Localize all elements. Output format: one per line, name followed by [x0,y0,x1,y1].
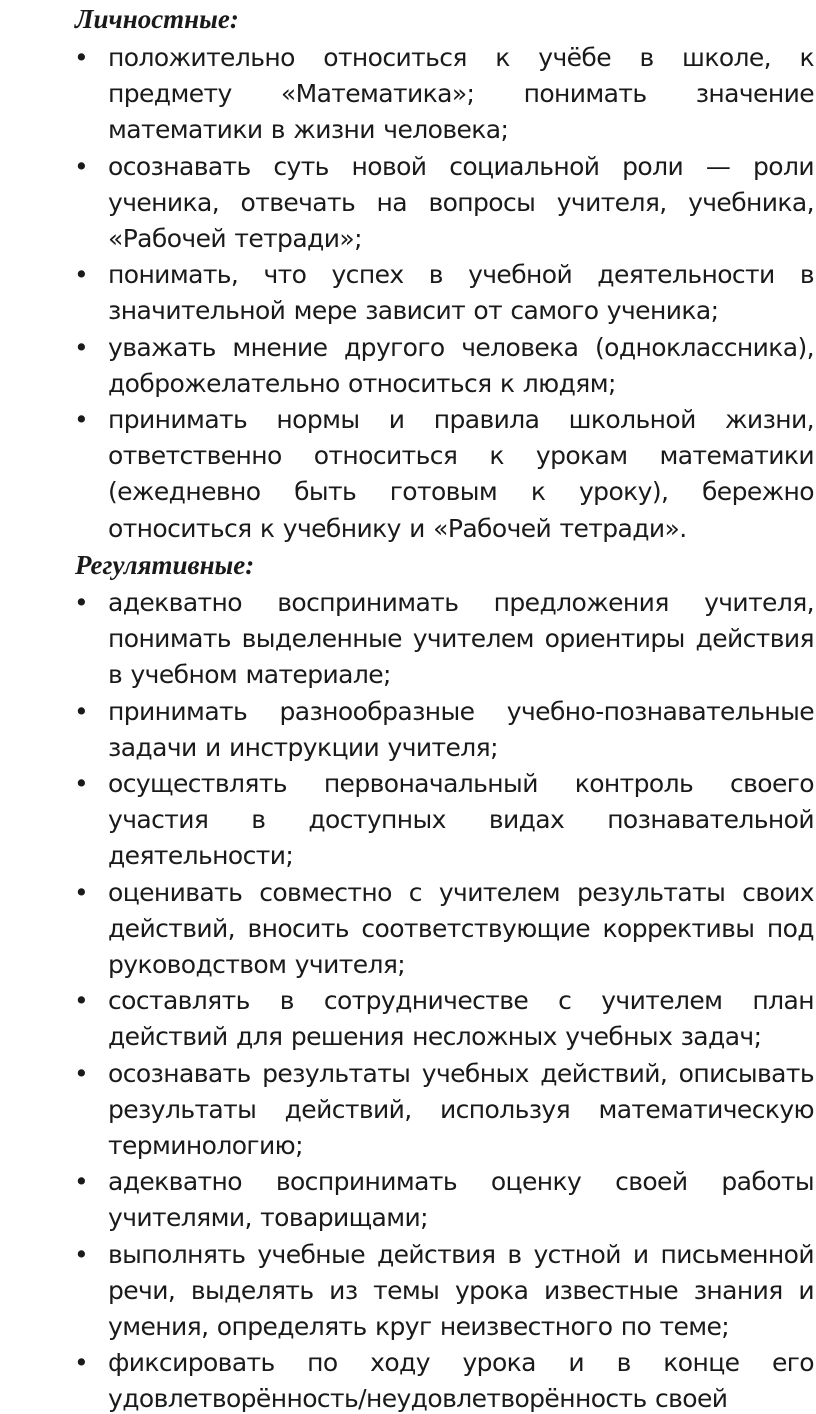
list-item-text: адекватно воспринимать оценку своей работы учителями, товарищами; [108,1167,814,1233]
section-heading-regulative: Регулятивные: [75,550,255,580]
list-item [0,983,816,1055]
list-item [0,1056,816,1165]
bullet-icon: • [74,769,89,799]
bullet-icon: • [74,260,89,290]
list-item-text: составлять в сотрудничестве с учителем план действий для решения несложных учебных задач; [108,986,814,1052]
bullet-icon: • [74,588,89,617]
bullet-icon: • [74,696,89,726]
list-item-text: осознавать суть новой социальной роли — роли ученика, отвечать на вопросы учителя, учебника, «Рабочей тетради»; [108,151,814,254]
list-item-text: оценивать совместно с учителем результаты своих действий, вносить соответствующие коррективы под руководством учителя; [108,877,814,980]
list-item [0,1237,816,1346]
bullet-icon: • [74,1167,89,1197]
list-item [0,149,816,258]
list-item [0,257,816,329]
list-item [0,1345,816,1414]
bullet-icon: • [74,1239,89,1269]
list-item-text: осознавать результаты учебных действий, описывать результаты действий, используя математическую терминологию; [108,1058,814,1161]
bullet-icon: • [74,1348,89,1378]
bullet-icon: • [74,151,89,181]
list-item [0,694,816,766]
list-item [0,40,816,149]
regulative-outcomes-list [0,585,816,1414]
personal-outcomes-list [0,40,816,547]
list-item-text: уважать мнение другого человека (одноклассника), доброжелательно относиться к людям; [108,332,814,398]
list-item [0,1164,816,1236]
bullet-icon: • [74,986,89,1016]
list-item [0,875,816,984]
bullet-icon: • [74,877,89,907]
list-item-text: принимать разнообразные учебно-познавательные задачи и инструкции учителя; [108,696,814,762]
list-item-text: выполнять учебные действия в устной и письменной речи, выделять из темы урока известные знания и умения, определять круг неизвестного по теме; [108,1239,814,1342]
list-item [0,585,816,694]
list-item-text: адекватно воспринимать предложения учителя, понимать выделенные учителем ориентиры действия в учебном материале; [108,588,814,690]
list-item-text: принимать нормы и правила школьной жизни, ответственно относиться к урокам математики (ежедневно быть готовым к уроку), бережно относиться к учебнику и «Рабочей тетради». [108,405,814,543]
bullet-icon: • [74,405,89,435]
list-item-text: положительно относиться к учёбе в школе, к предмету «Математика»; понимать значение математики в жизни человека; [108,43,814,145]
bullet-icon: • [74,1058,89,1088]
list-item-text: фиксировать по ходу урока и в конце его удовлетворённость/неудовлетворённость своей [108,1348,814,1414]
list-item [0,766,816,875]
bullet-icon: • [74,43,89,72]
list-item [0,402,816,547]
bullet-icon: • [74,332,89,362]
section-heading-personal: Личностные: [75,4,239,34]
list-item [0,330,816,402]
list-item-text: понимать, что успех в учебной деятельности в значительной мере зависит от самого ученика; [108,260,814,326]
list-item-text: осуществлять первоначальный контроль своего участия в доступных видах познавательной деятельности; [108,769,814,871]
